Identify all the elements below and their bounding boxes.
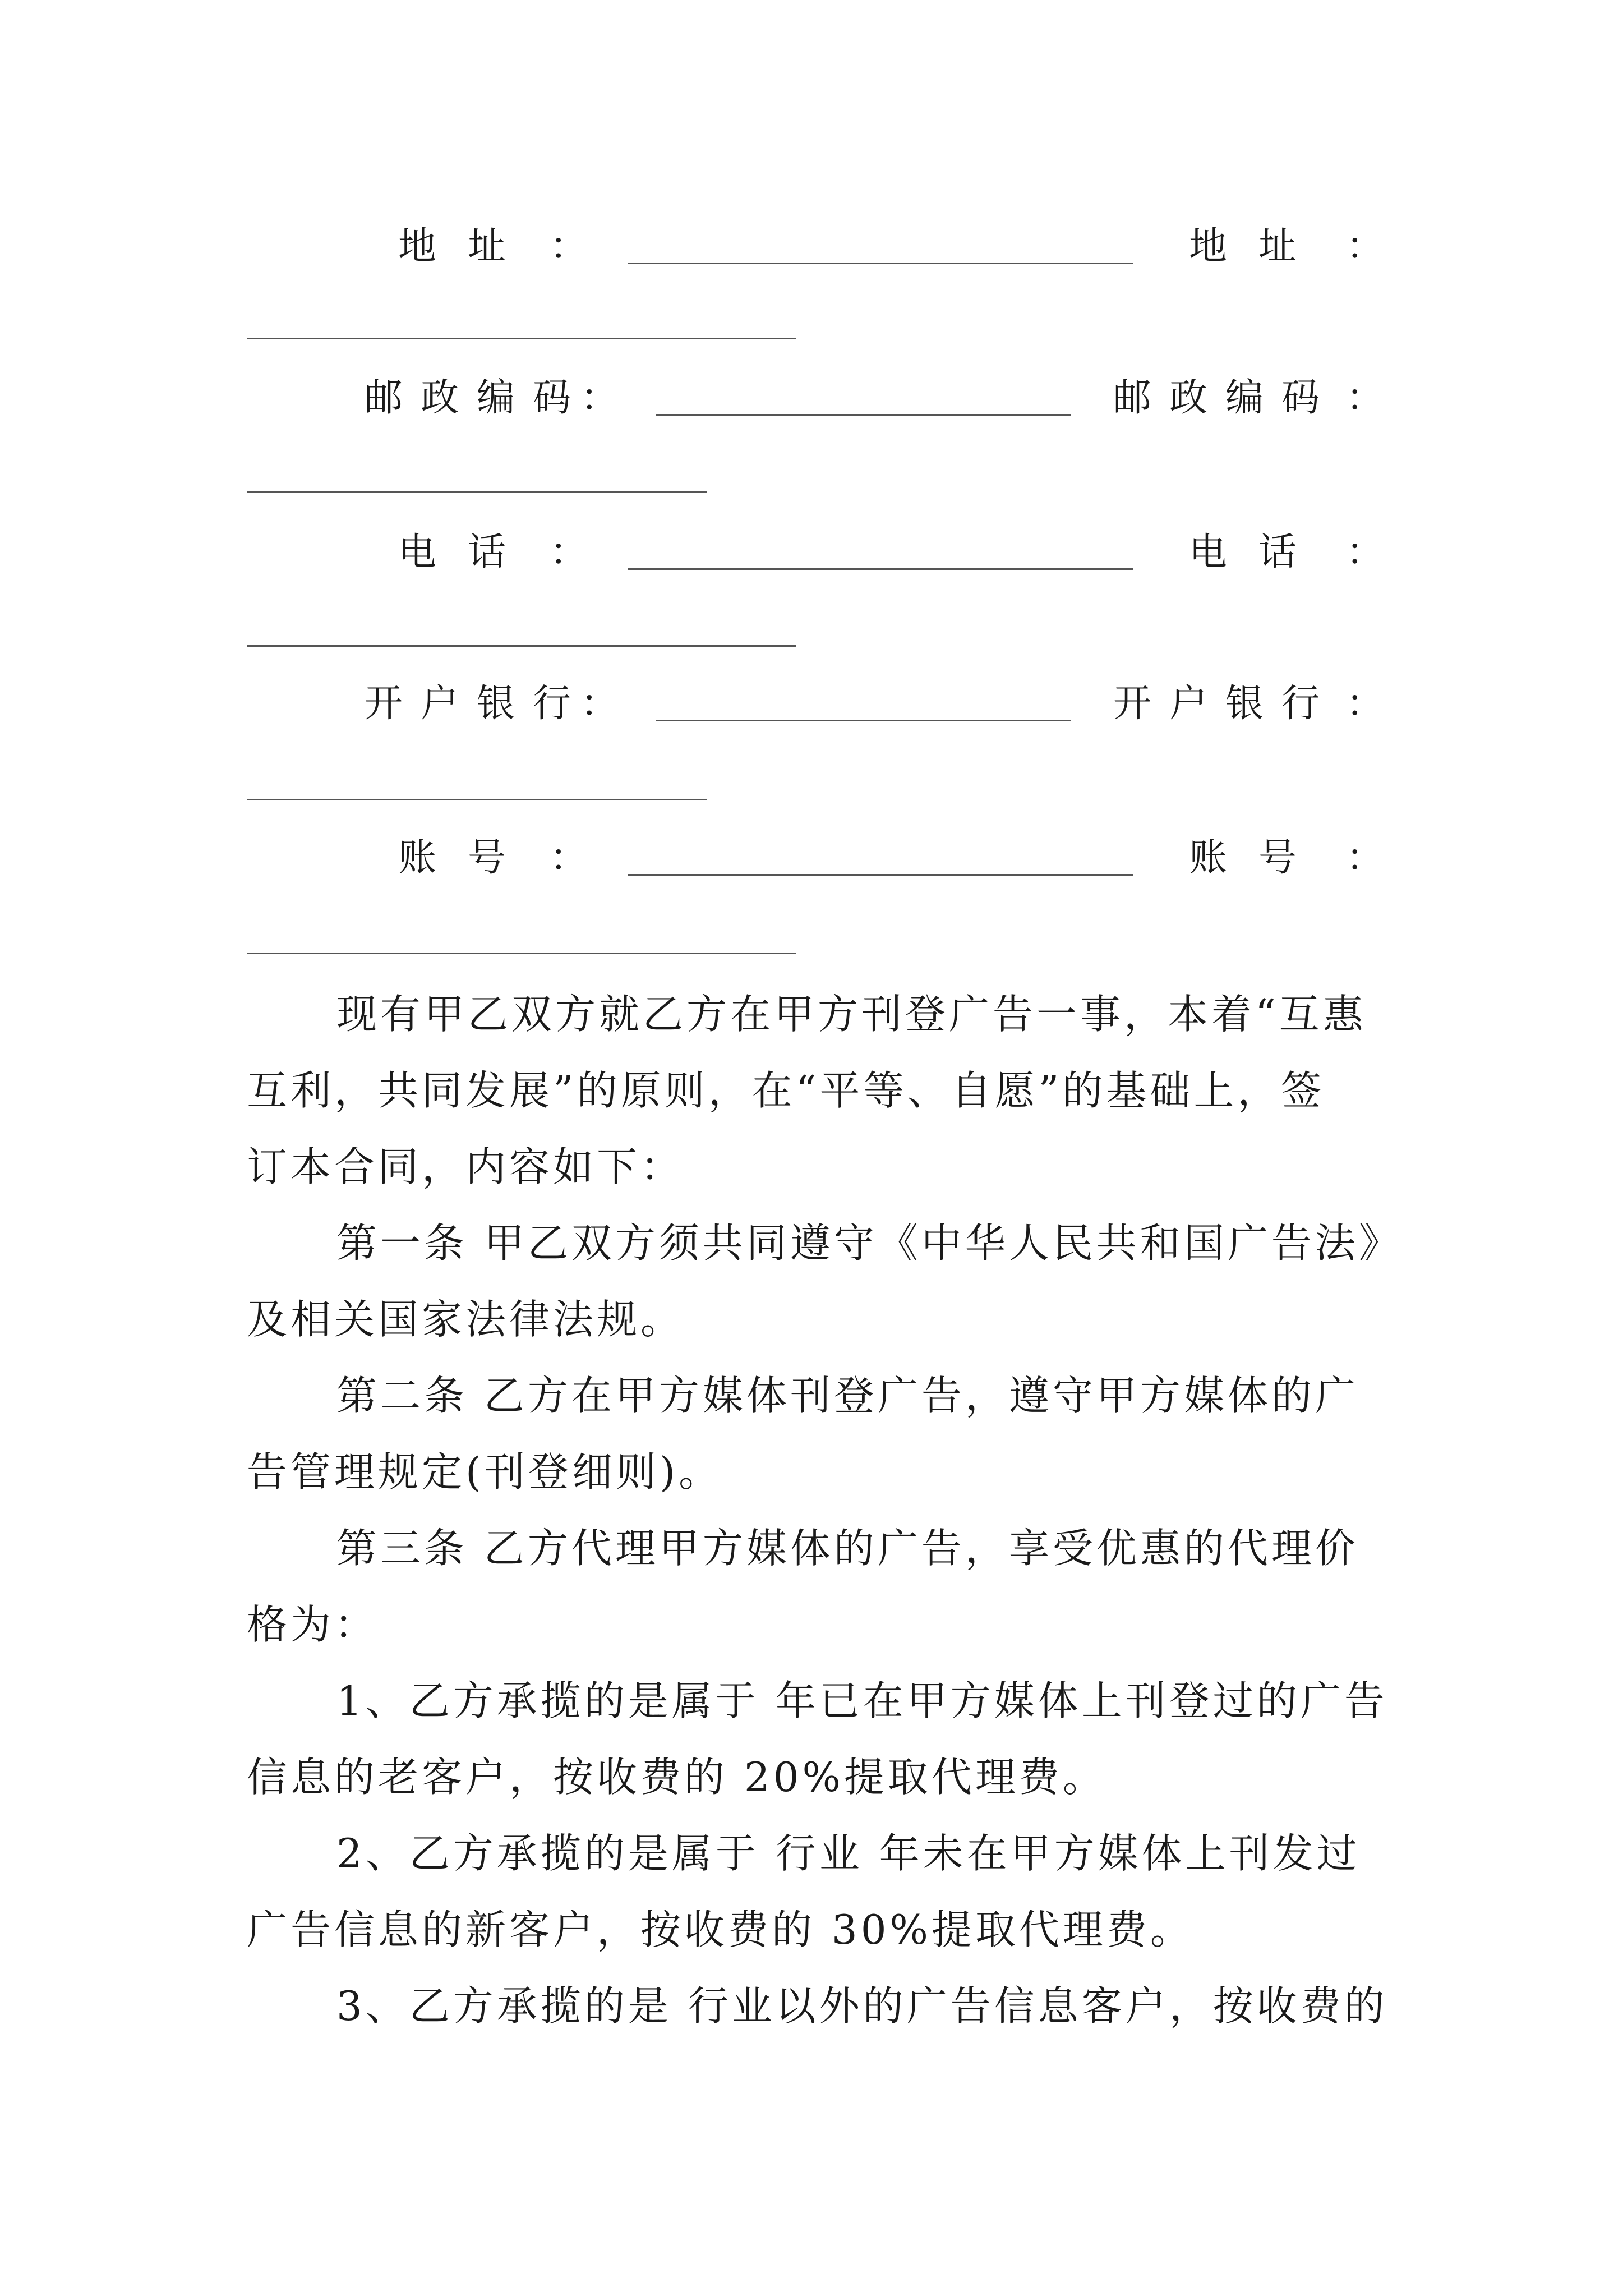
bank-row — [247, 670, 1385, 738]
body-line-12: 2、乙方承揽的是属于 行业 年未在甲方媒体上刊发过 — [336, 1830, 1361, 1877]
body-line-9: 格为： — [247, 1601, 379, 1648]
party-b-postal-code-blank[interactable] — [247, 491, 707, 493]
party-b-phone-label: 电话 — [1189, 530, 1329, 574]
body-line-11: 信息的老客户，按收费的 20%提取代理费。 — [247, 1754, 1106, 1801]
body-line-14: 3、乙方承揽的是 行业以外的广告信息客户，按收费的 — [336, 1982, 1388, 2030]
party-a-phone-blank[interactable] — [628, 568, 1133, 570]
party-a-phone-label: 电话 — [398, 530, 538, 574]
party-a-address-blank[interactable] — [628, 263, 1133, 264]
party-a-bank-blank[interactable] — [656, 720, 1071, 721]
body-line-10: 1、乙方承揽的是属于 年已在甲方媒体上刊登过的广告 — [336, 1677, 1388, 1724]
party-b-address-blank[interactable] — [247, 338, 796, 339]
party-b-bank-colon: ： — [1346, 682, 1385, 726]
postal-code-row — [247, 365, 1385, 432]
body-line-3: 订本合同，内容如下： — [247, 1143, 685, 1190]
party-b-address-colon: ： — [1346, 224, 1385, 269]
party-a-bank-colon: ： — [580, 682, 619, 726]
party-a-bank-label: 开户银行 — [365, 682, 589, 726]
party-b-address-label: 地址 — [1189, 224, 1329, 269]
party-a-account-label: 账号 — [398, 836, 538, 880]
body-line-4: 第一条 甲乙双方须共同遵守《中华人民共和国广告法》 — [336, 1220, 1403, 1267]
party-b-bank-label: 开户银行 — [1113, 682, 1338, 726]
party-a-account-colon: ： — [550, 836, 588, 880]
party-b-postal-code-label: 邮政编码 — [1113, 376, 1338, 420]
party-b-account-blank[interactable] — [247, 953, 796, 954]
party-b-postal-code-colon: ： — [1346, 376, 1385, 420]
body-line-13: 广告信息的新客户，按收费的 30%提取代理费。 — [247, 1906, 1194, 1953]
body-line-8: 第三条 乙方代理甲方媒体的广告，享受优惠的代理价 — [336, 1525, 1359, 1572]
party-b-phone-colon: ： — [1346, 530, 1385, 574]
body-line-7: 告管理规定(刊登细则)。 — [247, 1448, 723, 1496]
party-a-postal-code-blank[interactable] — [656, 414, 1071, 416]
party-b-phone-blank[interactable] — [247, 645, 796, 647]
party-a-account-blank[interactable] — [628, 874, 1133, 876]
party-b-account-colon: ： — [1346, 836, 1385, 880]
account-row — [247, 825, 1385, 892]
body-line-5: 及相关国家法律法规。 — [247, 1296, 685, 1343]
party-a-postal-code-label: 邮政编码 — [365, 376, 589, 420]
party-a-address-colon: ： — [550, 224, 588, 269]
party-a-postal-code-colon: ： — [580, 376, 619, 420]
body-line-2: 互利，共同发展”的原则，在“平等、自愿”的基础上，签 — [247, 1067, 1325, 1114]
party-a-phone-colon: ： — [550, 530, 588, 574]
body-line-1: 现有甲乙双方就乙方在甲方刊登广告一事，本着“互惠 — [336, 991, 1367, 1038]
party-b-bank-blank[interactable] — [247, 799, 707, 800]
phone-row — [247, 519, 1385, 586]
party-a-address-label: 地址 — [398, 224, 538, 269]
party-b-account-label: 账号 — [1189, 836, 1329, 880]
address-row — [247, 213, 1385, 280]
body-line-6: 第二条 乙方在甲方媒体刊登广告，遵守甲方媒体的广 — [336, 1372, 1359, 1419]
